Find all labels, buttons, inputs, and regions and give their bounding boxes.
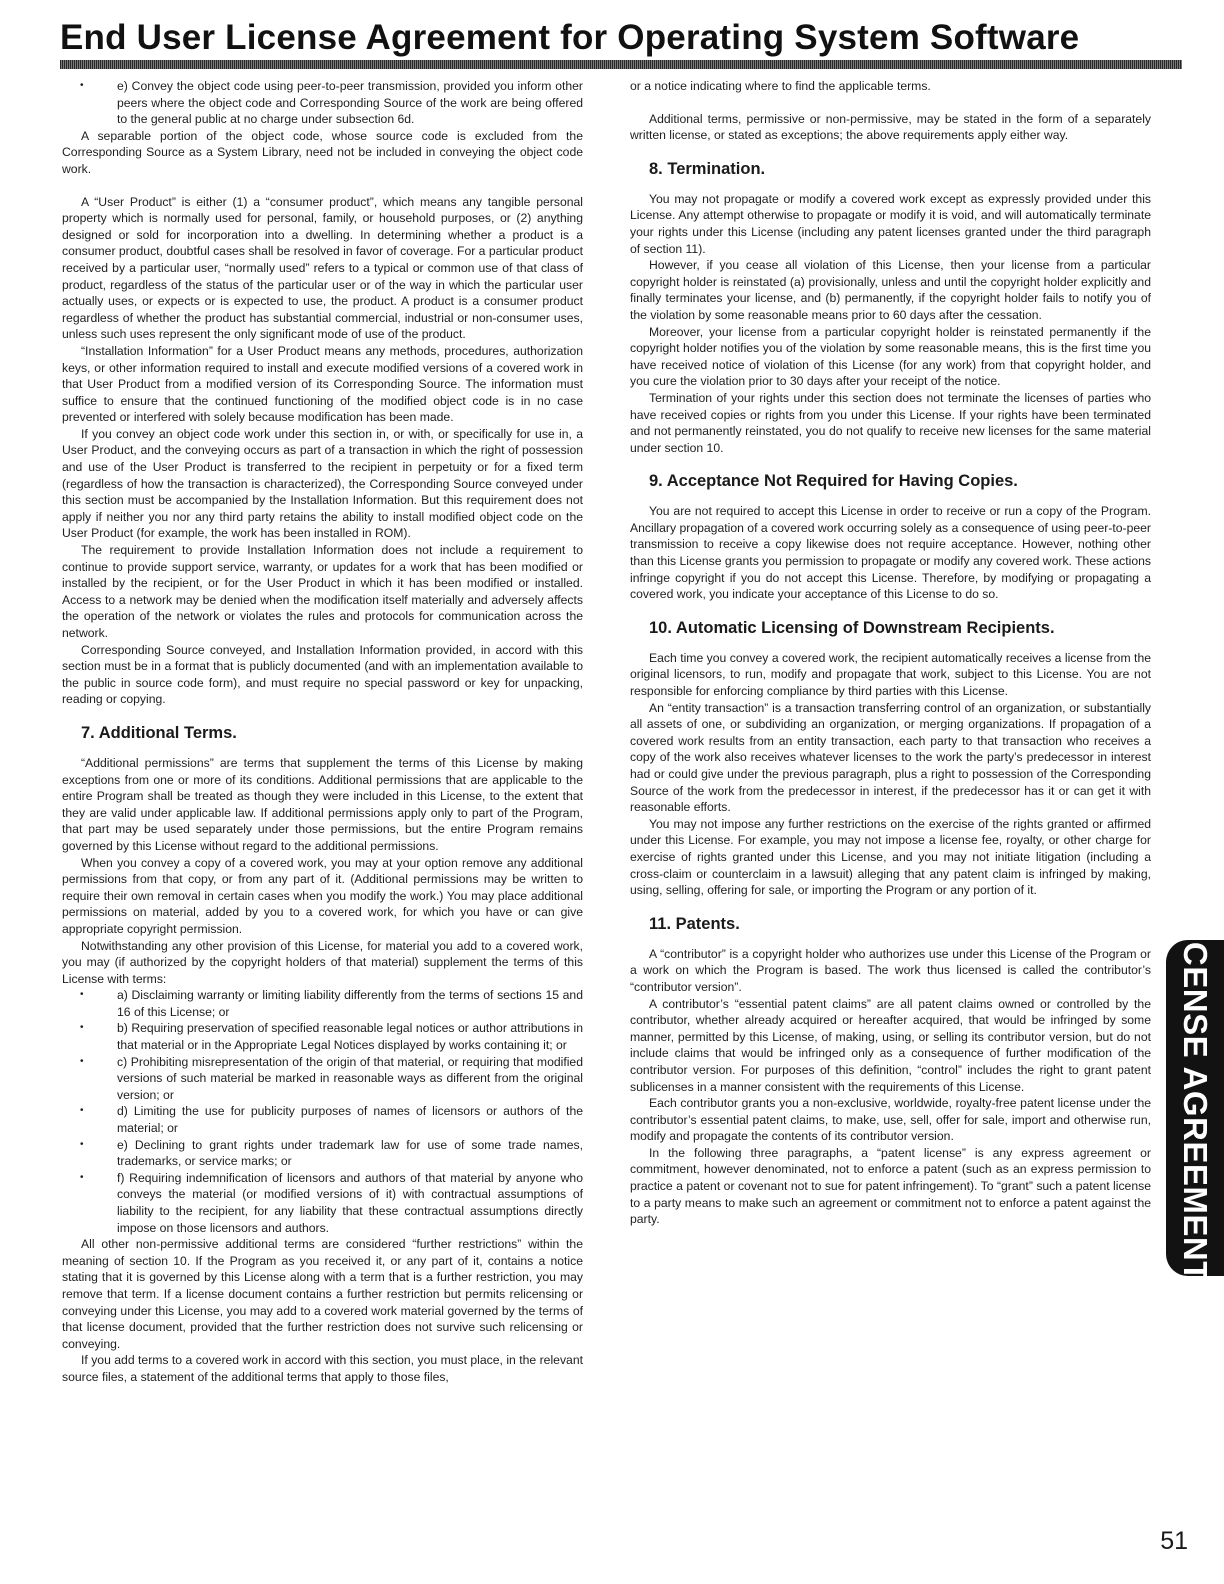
paragraph: “Installation Information” for a User Product means any methods, procedures, authorization keys, or other information required to install and execute modified versions of a covered work in that User Product from a modified version of its Corresponding Source. The information must suffice to ensure that the continued functioning of the modified object code is in no case prevented or interfered with solely because modification has been made. xyxy=(62,343,583,425)
paragraph: When you convey a copy of a covered work, you may at your option remove any additional permissions from that copy, or from any part of it. (Additional permissions may be written to require their own removal in certain cases when you modify the work.) You may place additional permissions on material, added by you to a covered work, for which you have or can give appropriate copyright permission. xyxy=(62,855,583,936)
bullet-icon: • xyxy=(80,989,84,1001)
section-heading: 7. Additional Terms. xyxy=(81,723,237,742)
section-heading: 8. Termination. xyxy=(649,159,766,178)
side-tab-label: LICENSE AGREEMENTS xyxy=(1177,911,1214,1305)
paragraph: Additional terms, permissive or non-permissive, may be stated in the form of a separately written license, or stated as exceptions; the above requirements apply either way. xyxy=(630,111,1151,143)
paragraph: A “User Product” is either (1) a “consumer product”, which means any tangible personal property which is normally used for personal, family, or household purposes, or (2) anything designed or sold for incorporation into a dwelling. In determining whether a product is a consumer product, doubtful cases shall be resolved in favor of coverage. For a particular product received by a particular user, “normally used” refers to a typical or common use of that class of product, regardless of the status of the particular user or of the way in which the particular user actually uses, or expects or is expected to use, the product. A product is a consumer product regardless of whether the product has substantial commercial, industrial or non-consumer uses, unless such uses represent the only significant mode of use of the product. xyxy=(62,194,583,342)
list-item-text: b) Requiring preservation of specified reasonable legal notices or author attributions in that material or in the Appropriate Legal Notices displayed by works containing it; or xyxy=(117,1021,583,1053)
section-heading: 11. Patents. xyxy=(649,914,740,933)
paragraph: Termination of your rights under this section does not terminate the licenses of parties who have received copies or rights from you under this License. If your rights have been terminated and not permanently reinstated, you do not qualify to receive new licenses for the same material under section 10. xyxy=(630,390,1151,455)
section-heading: 9. Acceptance Not Required for Having Copies. xyxy=(649,472,1018,491)
paragraph: Notwithstanding any other provision of this License, for material you add to a covered work, you may (if authorized by the copyright holders of that material) supplement the terms of this License with terms: xyxy=(62,938,583,986)
left-column xyxy=(62,78,583,1386)
paragraph: You are not required to accept this License in order to receive or run a copy of the Program. Ancillary propagation of a covered work occurring solely as a consequence of using peer-to-peer transmission to receive a copy likewise does not require acceptance. However, nothing other than this License grants you permission to propagate or modify any covered work. These actions infringe copyright if you do not accept this License. Therefore, by modifying or propagating a covered work, you indicate your acceptance of this License to do so. xyxy=(630,504,1151,602)
paragraph: If you convey an object code work under this section in, or with, or specifically for use in, a User Product, and the conveying occurs as part of a transaction in which the right of possession and use of the User Product is transferred to the recipient in perpetuity or for a fixed term (regardless of how the transaction is characterized), the Corresponding Source conveyed under this section must be accompanied by the Installation Information. But this requirement does not apply if neither you nor any third party retains the ability to install modified object code on the User Product (for example, the work has been installed in ROM). xyxy=(62,426,583,541)
list-item-text: d) Limiting the use for publicity purposes of names of licensors or authors of the material; or xyxy=(117,1104,583,1136)
list-item xyxy=(62,1170,583,1236)
additional-terms-list xyxy=(62,987,583,1236)
paragraph: If you add terms to a covered work in accord with this section, you must place, in the relevant source files, a statement of the additional terms that apply to those files, xyxy=(62,1353,583,1384)
intro-bullet-list xyxy=(62,78,583,128)
paragraph: A separable portion of the object code, whose source code is excluded from the Corresponding Source as a System Library, need not be included in conveying the object code work. xyxy=(62,128,583,176)
page-title: End User License Agreement for Operating System Software xyxy=(60,18,1080,57)
paragraph: The requirement to provide Installation Information does not include a requirement to continue to provide support service, warranty, or updates for a work that has been modified or installed by the recipient, or for the User Product in which it has been modified or installed. Access to a network may be denied when the modification itself materially and adversely affects the operation of the network or violates the rules and protocols for communication across the network. xyxy=(62,543,583,640)
section-heading: 10. Automatic Licensing of Downstream Recipients. xyxy=(649,618,1055,637)
bullet-icon: • xyxy=(80,1138,84,1150)
title-rule xyxy=(60,60,1182,69)
list-item-text: c) Prohibiting misrepresentation of the origin of that material, or requiring that modified versions of such material be marked in reasonable ways as different from the original version; or xyxy=(117,1054,583,1102)
paragraph: You may not propagate or modify a covered work except as expressly provided under this License. Any attempt otherwise to propagate or modify it is void, and will automatically terminate your rights under this License (including any patent licenses granted under the third paragraph of section 11). xyxy=(630,191,1151,256)
bullet-icon: • xyxy=(80,1171,84,1183)
paragraph: Moreover, your license from a particular copyright holder is reinstated permanently if the copyright holder notifies you of the violation by some reasonable means, this is the first time you have received notice of violation of this License (for any work) from that copyright holder, and you cure the violation prior to 30 days after your receipt of the notice. xyxy=(630,324,1151,389)
paragraph: You may not impose any further restrictions on the exercise of the rights granted or affirmed under this License. For example, you may not impose a license fee, royalty, or other charge for exercise of rights granted under this License, and you may not initiate litigation (including a cross-claim or counterclaim in a lawsuit) alleging that any patent claim is infringed by making, using, selling, offering for sale, or importing the Program or any portion of it. xyxy=(630,816,1151,898)
paragraph: In the following three paragraphs, a “patent license” is any express agreement or commitment, however denominated, not to enforce a patent (such as an express permission to practice a patent or covenant not to sue for patent infringement). To “grant” such a patent license to a party means to make such an agreement or commitment not to enforce a patent against the party. xyxy=(630,1145,1151,1227)
paragraph: or a notice indicating where to find the applicable terms. xyxy=(630,79,931,93)
bullet-icon: • xyxy=(80,1105,84,1117)
paragraph: An “entity transaction” is a transaction transferring control of an organization, or substantially all assets of one, or subdividing an organization, or merging organizations. If propagation of a covered work results from an entity transaction, each party to that transaction who receives a copy of the work also receives whatever licenses to the work the party’s predecessor in interest had or could give under the previous paragraph, plus a right to possession of the Corresponding Source of the work from the predecessor in interest, if the predecessor has it or can get it with reasonable efforts. xyxy=(630,700,1151,815)
bullet-icon: • xyxy=(80,1055,84,1067)
side-tab xyxy=(1166,911,1224,1305)
bullet-icon: • xyxy=(80,80,84,91)
list-item xyxy=(62,1054,583,1104)
paragraph: However, if you cease all violation of this License, then your license from a particular copyright holder is reinstated (a) provisionally, unless and until the copyright holder explicitly and finally terminates your license, and (b) permanently, if the copyright holder fails to notify you of the violation by some reasonable means prior to 60 days after the cessation. xyxy=(630,258,1151,322)
paragraph: All other non-permissive additional terms are considered “further restrictions” within the meaning of section 10. If the Program as you received it, or any part of it, contains a notice stating that it is governed by this License along with a term that is a further restriction, you may remove that term. If a license document contains a further restriction but permits relicensing or conveying under this License, you may add to a covered work material governed by the terms of that license document, provided that the further restriction does not survive such relicensing or conveying. xyxy=(62,1237,583,1351)
page-number: 51 xyxy=(1160,1527,1188,1555)
list-item-text: e) Declining to grant rights under trademark law for use of some trade names, trademarks, or service marks; or xyxy=(117,1137,583,1169)
paragraph: A contributor’s “essential patent claims” are all patent claims owned or controlled by the contributor, whether already acquired or hereafter acquired, that would be infringed by some manner, permitted by this License, of making, using, or selling its contributor version, but do not include claims that would be infringed only as a consequence of further modification of the contributor version. For purposes of this definition, “control” includes the right to grant patent sublicenses in a manner consistent with the requirements of this License. xyxy=(630,996,1151,1094)
list-item xyxy=(62,1137,583,1170)
list-item xyxy=(62,1103,583,1136)
list-item-text: e) Convey the object code using peer-to-peer transmission, provided you inform other peers where the object code and Corresponding Source of the work are being offered to the general public at no charge under subsection 6d. xyxy=(117,79,583,127)
list-item xyxy=(62,78,583,128)
paragraph: Corresponding Source conveyed, and Installation Information provided, in accord with this section must be in a format that is publicly documented (and with an implementation available to the public in source code form), and must require no special password or key for unpacking, reading or copying. xyxy=(62,642,583,707)
bullet-icon: • xyxy=(80,1022,84,1034)
paragraph: A “contributor” is a copyright holder who authorizes use under this License of the Program or a work on which the Program is based. The work thus licensed is called the contributor’s “contributor version”. xyxy=(630,946,1151,994)
list-item-text: f) Requiring indemnification of licensors and authors of that material by anyone who conveys the material (or modified versions of it) with contractual assumptions of liability to the recipient, for any liability that these contractual assumptions directly impose on those licensors and authors. xyxy=(117,1170,583,1235)
paragraph: Each time you convey a covered work, the recipient automatically receives a license from the original licensors, to run, modify and propagate that work, subject to this License. You are not responsible for enforcing compliance by third parties with this License. xyxy=(630,650,1151,699)
paragraph: “Additional permissions” are terms that supplement the terms of this License by making exceptions from one or more of its conditions. Additional permissions that are applicable to the entire Program shall be treated as though they were included in this License, to the extent that they are valid under applicable law. If additional permissions apply only to part of the Program, that part may be used separately under those permissions, but the entire Program remains governed by this License without regard to the additional permissions. xyxy=(62,755,583,853)
list-item xyxy=(62,1020,583,1053)
list-item-text: a) Disclaiming warranty or limiting liability differently from the terms of sections 15 and 16 of this License; or xyxy=(117,988,583,1019)
paragraph: Each contributor grants you a non-exclusive, worldwide, royalty-free patent license under the contributor’s essential patent claims, to make, use, sell, offer for sale, import and otherwise run, modify and propagate the contents of its contributor version. xyxy=(630,1096,1151,1144)
right-column xyxy=(630,78,1151,1228)
list-item xyxy=(62,987,583,1020)
